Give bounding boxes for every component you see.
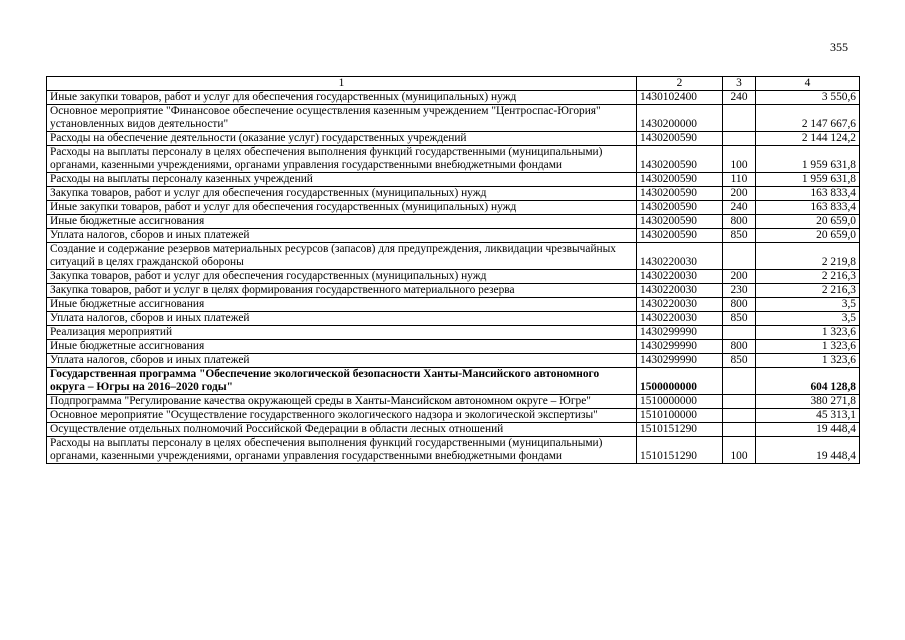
row-name: Государственная программа "Обеспечение экологической безопасности Ханты-Мансийского автономного округа – Югры на 2016–2020 годы": [47, 368, 637, 395]
row-code: 1430220030: [637, 312, 723, 326]
row-name: Уплата налогов, сборов и иных платежей: [47, 229, 637, 243]
table-row: [47, 409, 860, 423]
row-kind: 230: [723, 284, 756, 298]
row-code: 1430102400: [637, 91, 723, 105]
row-amount: 1 959 631,8: [756, 173, 860, 187]
table-row: [47, 354, 860, 368]
table-row: [47, 243, 860, 270]
row-amount: 380 271,8: [756, 395, 860, 409]
table-row: [47, 132, 860, 146]
row-name: Иные бюджетные ассигнования: [47, 298, 637, 312]
row-name: Подпрограмма "Регулирование качества окружающей среды в Ханты-Мансийском автономном округе – Югре": [47, 395, 637, 409]
row-amount: 2 216,3: [756, 270, 860, 284]
table-header-row: [47, 77, 860, 91]
row-amount: 2 219,8: [756, 243, 860, 270]
table-row: [47, 187, 860, 201]
row-amount: 2 216,3: [756, 284, 860, 298]
table-row: [47, 423, 860, 437]
row-kind: [723, 423, 756, 437]
row-code: 1500000000: [637, 368, 723, 395]
row-kind: 800: [723, 298, 756, 312]
row-code: 1430200590: [637, 146, 723, 173]
table-row: [47, 368, 860, 395]
row-code: 1430200590: [637, 229, 723, 243]
row-code: 1430220030: [637, 270, 723, 284]
row-amount: 3,5: [756, 312, 860, 326]
row-code: 1510000000: [637, 395, 723, 409]
row-kind: [723, 132, 756, 146]
table-row: [47, 146, 860, 173]
row-kind: 240: [723, 91, 756, 105]
row-amount: 1 959 631,8: [756, 146, 860, 173]
row-amount: 3 550,6: [756, 91, 860, 105]
row-name: Расходы на обеспечение деятельности (оказание услуг) государственных учреждений: [47, 132, 637, 146]
header-col-4: 4: [756, 77, 860, 91]
row-kind: [723, 409, 756, 423]
row-name: Реализация мероприятий: [47, 326, 637, 340]
row-amount: 163 833,4: [756, 201, 860, 215]
row-code: 1430299990: [637, 326, 723, 340]
row-kind: 850: [723, 229, 756, 243]
row-name: Закупка товаров, работ и услуг для обеспечения государственных (муниципальных) нужд: [47, 187, 637, 201]
row-code: 1430299990: [637, 340, 723, 354]
row-code: 1510151290: [637, 437, 723, 464]
row-kind: 850: [723, 312, 756, 326]
table-row: [47, 229, 860, 243]
table-row: [47, 91, 860, 105]
table-row: [47, 437, 860, 464]
row-amount: 3,5: [756, 298, 860, 312]
row-code: 1430200000: [637, 105, 723, 132]
row-name: Основное мероприятие "Финансовое обеспечение осуществления казенным учреждением "Центроспас-Югория" установленных видов деятельности": [47, 105, 637, 132]
row-amount: 19 448,4: [756, 437, 860, 464]
row-name: Иные бюджетные ассигнования: [47, 215, 637, 229]
row-amount: 20 659,0: [756, 229, 860, 243]
table-row: [47, 340, 860, 354]
row-kind: [723, 395, 756, 409]
row-amount: 163 833,4: [756, 187, 860, 201]
table-row: [47, 326, 860, 340]
table-row: [47, 201, 860, 215]
table-row: [47, 395, 860, 409]
row-amount: 2 144 124,2: [756, 132, 860, 146]
row-name: Расходы на выплаты персоналу казенных учреждений: [47, 173, 637, 187]
row-amount: 20 659,0: [756, 215, 860, 229]
row-amount: 604 128,8: [756, 368, 860, 395]
row-amount: 19 448,4: [756, 423, 860, 437]
table-row: [47, 284, 860, 298]
row-name: Закупка товаров, работ и услуг для обеспечения государственных (муниципальных) нужд: [47, 270, 637, 284]
row-amount: 1 323,6: [756, 340, 860, 354]
row-kind: [723, 243, 756, 270]
row-kind: 110: [723, 173, 756, 187]
table-row: [47, 215, 860, 229]
row-code: 1430220030: [637, 298, 723, 312]
row-code: 1430200590: [637, 132, 723, 146]
table-row: [47, 173, 860, 187]
row-code: 1430200590: [637, 187, 723, 201]
row-name: Уплата налогов, сборов и иных платежей: [47, 312, 637, 326]
budget-table: [46, 76, 860, 464]
row-amount: 1 323,6: [756, 326, 860, 340]
table-row: [47, 312, 860, 326]
row-kind: 800: [723, 340, 756, 354]
row-kind: [723, 105, 756, 132]
row-name: Уплата налогов, сборов и иных платежей: [47, 354, 637, 368]
row-kind: 100: [723, 146, 756, 173]
page-number: 355: [830, 40, 848, 54]
row-name: Осуществление отдельных полномочий Российской Федерации в области лесных отношений: [47, 423, 637, 437]
row-kind: 800: [723, 215, 756, 229]
row-code: 1510100000: [637, 409, 723, 423]
row-amount: 2 147 667,6: [756, 105, 860, 132]
row-code: 1430200590: [637, 201, 723, 215]
row-name: Основное мероприятие "Осуществление государственного экологического надзора и экологической экспертизы": [47, 409, 637, 423]
row-kind: [723, 368, 756, 395]
row-code: 1430200590: [637, 173, 723, 187]
row-code: 1430220030: [637, 284, 723, 298]
row-code: 1430200590: [637, 215, 723, 229]
header-col-1: 1: [47, 77, 637, 91]
row-code: 1430220030: [637, 243, 723, 270]
row-name: Иные закупки товаров, работ и услуг для обеспечения государственных (муниципальных) нужд: [47, 201, 637, 215]
row-amount: 45 313,1: [756, 409, 860, 423]
table-row: [47, 298, 860, 312]
row-amount: 1 323,6: [756, 354, 860, 368]
row-name: Иные закупки товаров, работ и услуг для обеспечения государственных (муниципальных) нужд: [47, 91, 637, 105]
row-code: 1430299990: [637, 354, 723, 368]
row-name: Расходы на выплаты персоналу в целях обеспечения выполнения функций государственными (муниципальными) органами, казенными учреждениями, органами управления государственными внебюджетными фондами: [47, 437, 637, 464]
row-code: 1510151290: [637, 423, 723, 437]
table-row: [47, 105, 860, 132]
row-kind: 200: [723, 187, 756, 201]
row-kind: 850: [723, 354, 756, 368]
row-name: Закупка товаров, работ и услуг в целях формирования государственного материального резерва: [47, 284, 637, 298]
row-name: Расходы на выплаты персоналу в целях обеспечения выполнения функций государственными (муниципальными) органами, казенными учреждениями, органами управления государственными внебюджетными фондами: [47, 146, 637, 173]
row-kind: [723, 326, 756, 340]
header-col-3: 3: [723, 77, 756, 91]
row-name: Иные бюджетные ассигнования: [47, 340, 637, 354]
row-kind: 200: [723, 270, 756, 284]
row-kind: 100: [723, 437, 756, 464]
budget-table-body: [47, 77, 860, 464]
row-name: Создание и содержание резервов материальных ресурсов (запасов) для предупреждения, ликвидации чрезвычайных ситуаций в целях гражданской обороны: [47, 243, 637, 270]
row-kind: 240: [723, 201, 756, 215]
table-row: [47, 270, 860, 284]
header-col-2: 2: [637, 77, 723, 91]
